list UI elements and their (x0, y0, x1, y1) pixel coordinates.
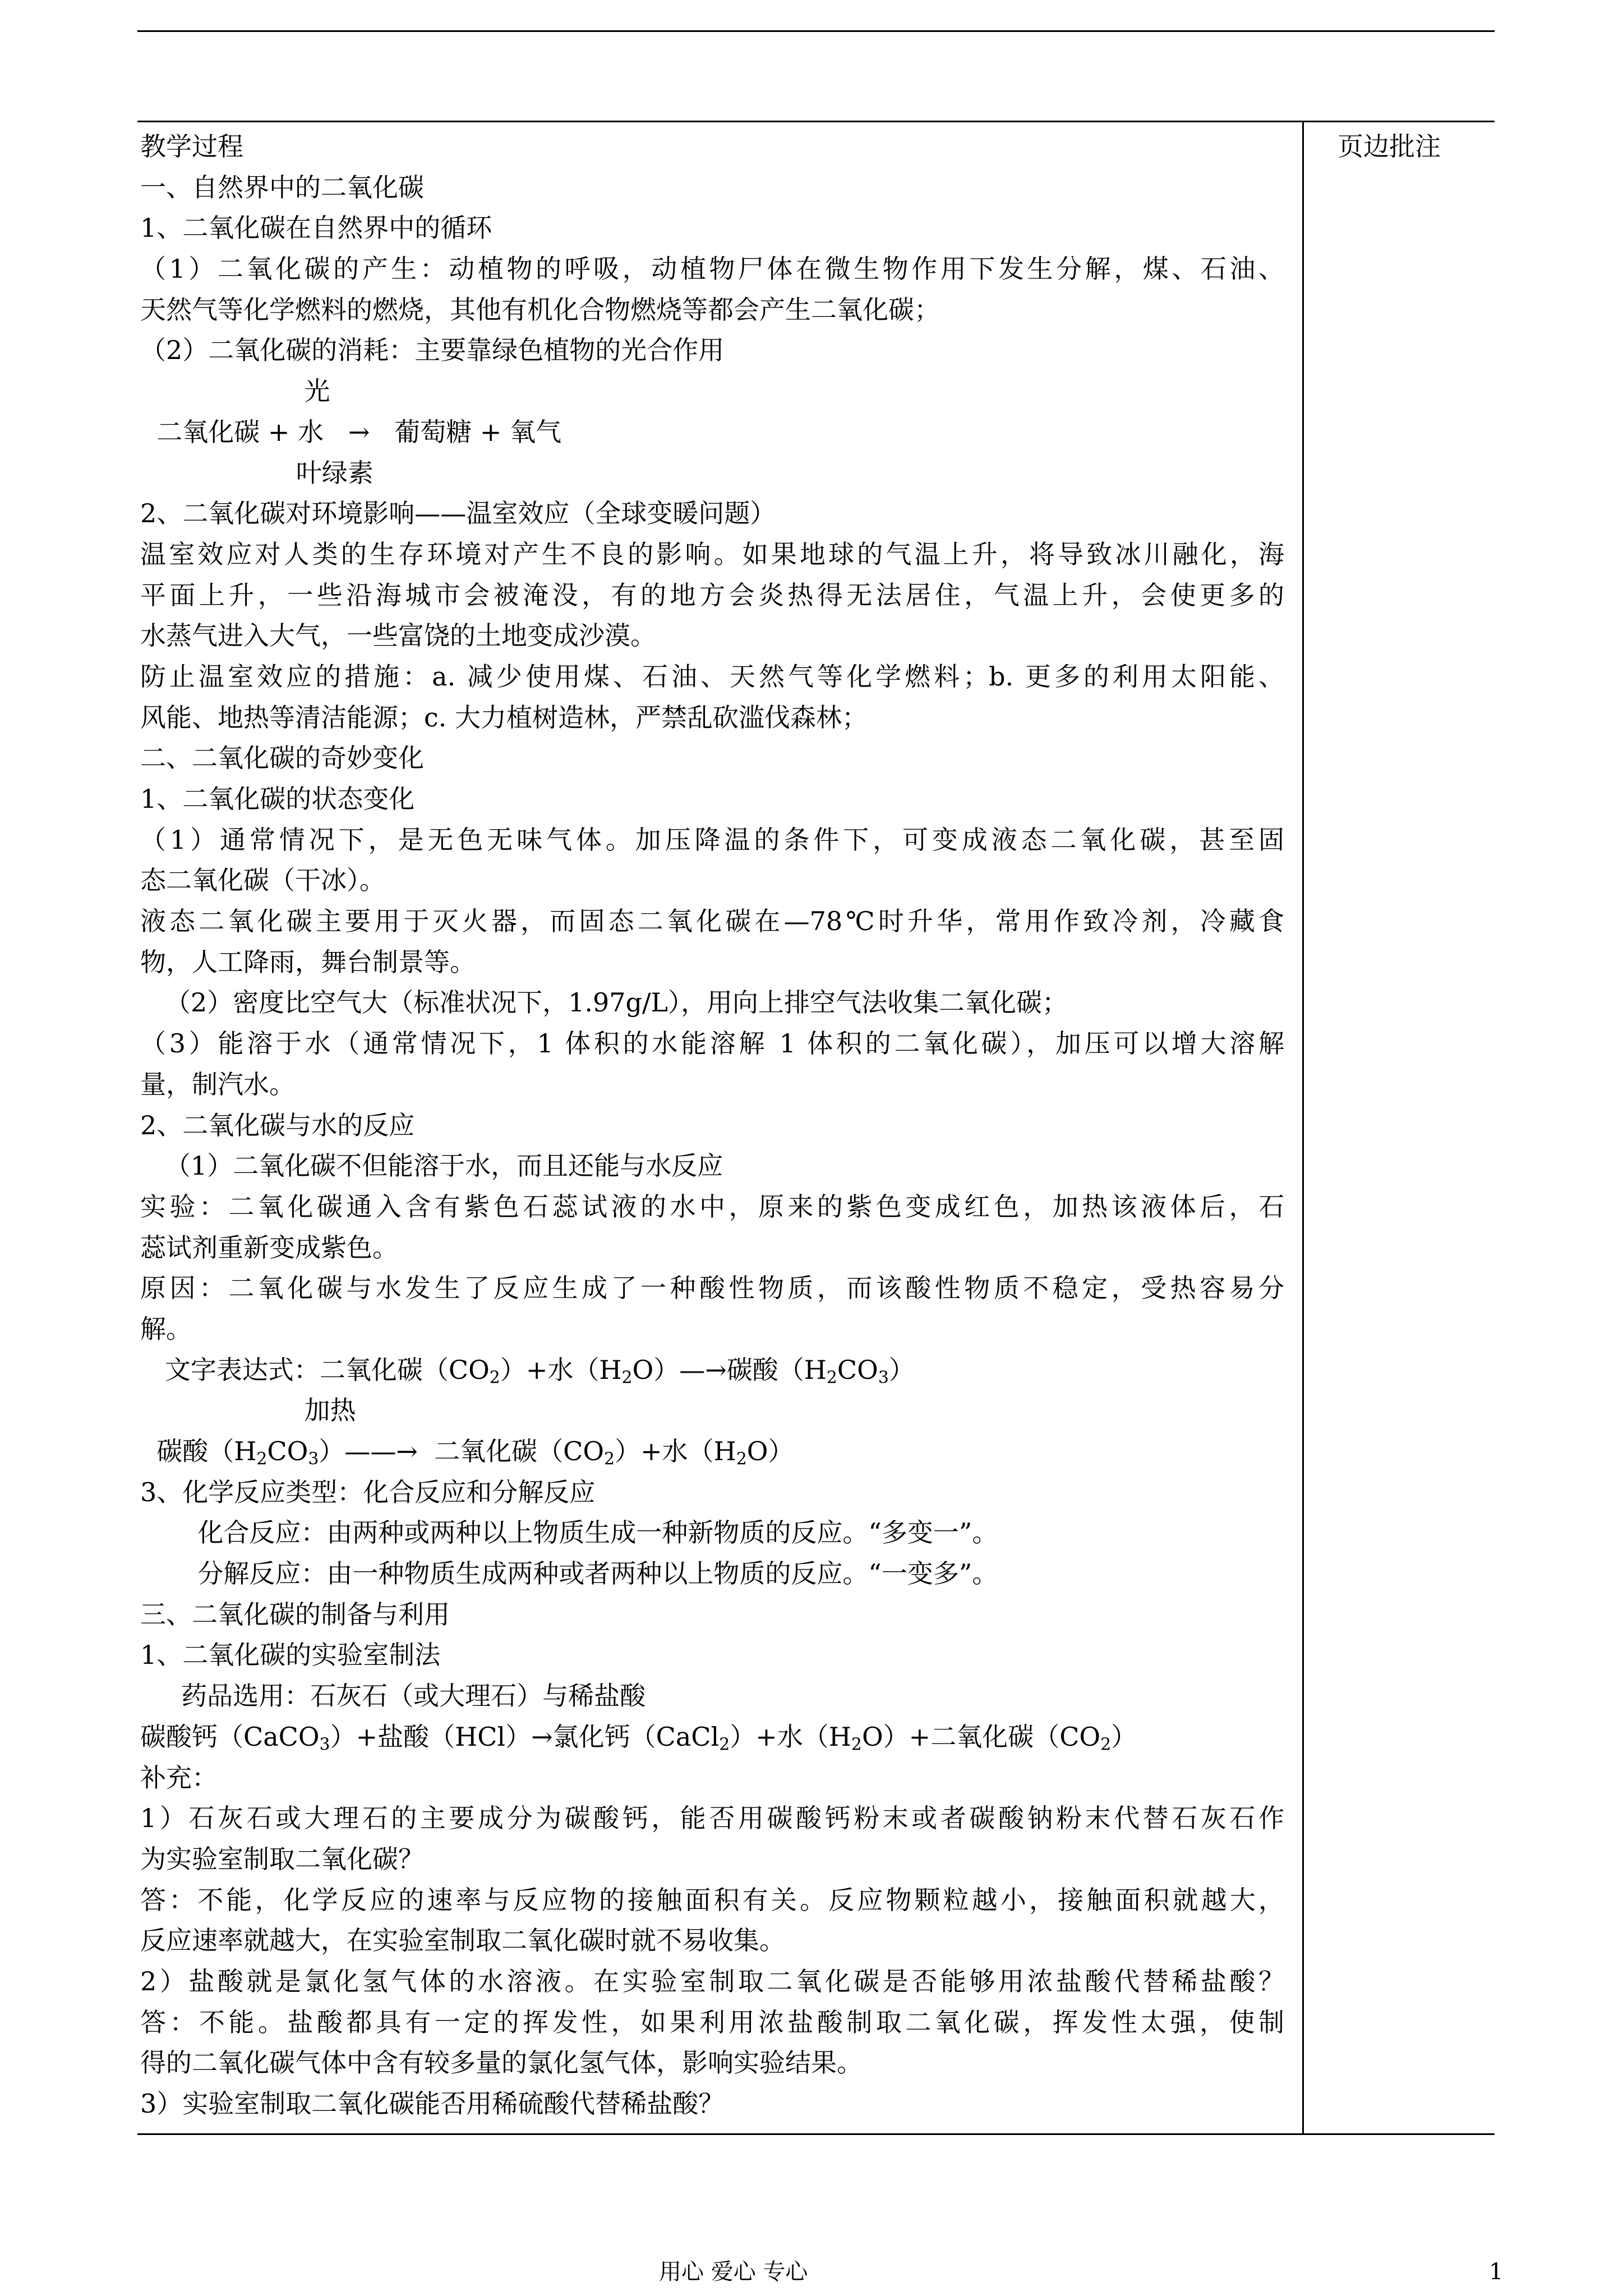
text-span: ）+水（H (500, 1354, 622, 1385)
text-span: 教学过程 (140, 131, 243, 162)
text-span: ）+水（H (730, 1721, 851, 1752)
text-line (140, 575, 1284, 616)
text-line (140, 1105, 1284, 1146)
subscript: 2 (621, 1368, 633, 1388)
subscript: 3 (308, 1449, 319, 1469)
text-line (140, 982, 1284, 1023)
text-span: 加热 (140, 1395, 356, 1426)
text-line (140, 1880, 1284, 1921)
subscript: 2 (604, 1449, 615, 1469)
text-line (140, 738, 1284, 779)
text-line (140, 1920, 1284, 1961)
text-line (140, 208, 1284, 249)
text-line (140, 167, 1284, 208)
text-line (140, 1961, 1284, 2002)
text-span: 得的二氧化碳气体中含有较多量的氯化氢气体，影响实验结果。 (140, 2047, 863, 2078)
text-span: 态二氧化碳（干冰）。 (140, 865, 385, 896)
text-span: ）+水（H (615, 1436, 736, 1466)
text-span: 碳酸（H (140, 1436, 257, 1466)
text-span: （2）二氧化碳的消耗：主要靠绿色植物的光合作用 (140, 335, 725, 366)
text-span: 二氧化碳 + 水 → 葡萄糖 + 氧气 (140, 416, 562, 447)
text-line (140, 1268, 1284, 1309)
text-line (140, 1553, 1284, 1594)
text-span: 3）实验室制取二氧化碳能否用稀硫酸代替稀盐酸？ (140, 2088, 725, 2119)
table-bottom-border (137, 2133, 1495, 2135)
text-span: 温室效应对人类的生存环境对产生不良的影响。如果地球的气温上升，将导致冰川融化，海 (140, 539, 1284, 569)
text-span: 文字表达式：二氧化碳（CO (140, 1354, 490, 1385)
subscript: 2 (489, 1368, 500, 1388)
text-line (140, 615, 1284, 656)
text-span: 药品选用：石灰石（或大理石）与稀盐酸 (140, 1681, 646, 1711)
text-line (140, 901, 1284, 942)
text-span: 1、二氧化碳在自然界中的循环 (140, 213, 492, 243)
text-span: 反应速率就越大，在实验室制取二氧化碳时就不易收集。 (140, 1925, 785, 1956)
text-span: 平面上升，一些沿海城市会被淹没，有的地方会炎热得无法居住，气温上升，会使更多的 (140, 579, 1284, 610)
text-span: 1、二氧化碳的状态变化 (140, 784, 415, 814)
text-span: 物，人工降雨，舞台制景等。 (140, 946, 476, 977)
text-span: O）—→碳酸（H (632, 1354, 827, 1385)
text-line (140, 1390, 1284, 1431)
text-span: 分解反应：由一种物质生成两种或者两种以上物质的反应。“一变多”。 (140, 1558, 998, 1589)
text-span: 天然气等化学燃料的燃烧，其他有机化合物燃烧等都会产生二氧化碳； (140, 294, 940, 325)
text-line (140, 2002, 1284, 2043)
text-span: （3）能溶于水（通常情况下，1 体积的水能溶解 1 体积的二氧化碳），加压可以增大溶解 (140, 1028, 1284, 1059)
header-rule (137, 30, 1495, 32)
text-line (140, 1431, 1284, 1472)
text-span: 防止温室效应的措施：a. 减少使用煤、石油、天然气等化学燃料；b. 更多的利用太阳能、 (140, 661, 1284, 692)
text-line (140, 1717, 1284, 1757)
text-span: （1）二氧化碳的产生：动植物的呼吸，动植物尸体在微生物作用下发生分解，煤、石油、 (140, 254, 1284, 284)
footer-motto: 用心 爱心 专心 (659, 2259, 808, 2285)
teaching-process-column (140, 126, 1284, 2124)
text-span: 叶绿素 (140, 457, 374, 488)
text-line (140, 1227, 1284, 1268)
text-line (140, 249, 1284, 289)
text-span: 解。 (140, 1313, 192, 1344)
subscript: 3 (319, 1734, 330, 1755)
text-line (140, 1512, 1284, 1553)
text-span: 光 (140, 376, 330, 407)
text-span: （2）密度比空气大（标准状况下，1.97g/L），用向上排空气法收集二氧化碳； (140, 987, 1068, 1018)
text-span: CO (837, 1354, 878, 1385)
text-line (140, 1635, 1284, 1676)
text-span: 2）盐酸就是氯化氢气体的水溶液。在实验室制取二氧化碳是否能够用浓盐酸代替稀盐酸？ (140, 1966, 1284, 1996)
text-line (140, 1472, 1284, 1513)
text-span: 2、二氧化碳与水的反应 (140, 1110, 415, 1140)
text-line (140, 289, 1284, 330)
text-line (140, 1839, 1284, 1880)
text-span: 补充： (140, 1762, 218, 1793)
text-span: 碳酸钙（CaCO (140, 1721, 320, 1752)
text-span: ） (1111, 1721, 1137, 1752)
text-line (140, 412, 1284, 453)
text-span: O） (746, 1436, 794, 1466)
subscript: 3 (878, 1368, 889, 1388)
text-line (140, 656, 1284, 697)
margin-notes-heading: 页边批注 (1338, 131, 1441, 162)
text-span: 化合反应：由两种或两种以上物质生成一种新物质的反应。“多变一”。 (140, 1517, 998, 1548)
text-span: 原因：二氧化碳与水发生了反应生成了一种酸性物质，而该酸性物质不稳定，受热容易分 (140, 1273, 1284, 1304)
text-line (140, 697, 1284, 738)
text-span: 一、自然界中的二氧化碳 (140, 172, 424, 203)
subscript: 2 (256, 1449, 268, 1469)
text-line (140, 493, 1284, 534)
text-line (140, 820, 1284, 861)
text-span: 1）石灰石或大理石的主要成分为碳酸钙，能否用碳酸钙粉末或者碳酸钠粉末代替石灰石作 (140, 1803, 1284, 1834)
text-line (140, 2042, 1284, 2083)
text-span: 3、化学反应类型：化合反应和分解反应 (140, 1476, 596, 1507)
text-span: ）——→ 二氧化碳（CO (319, 1436, 605, 1466)
text-line (140, 1145, 1284, 1186)
subscript: 2 (736, 1449, 747, 1469)
text-line (140, 330, 1284, 371)
subscript: 2 (851, 1734, 862, 1755)
text-span: ）+盐酸（HCl）→氯化钙（CaCl (330, 1721, 720, 1752)
text-line (140, 534, 1284, 575)
text-line (140, 779, 1284, 820)
text-line (140, 2083, 1284, 2124)
text-line (140, 1594, 1284, 1635)
text-span: 1、二氧化碳的实验室制法 (140, 1640, 441, 1671)
text-line (140, 1309, 1284, 1350)
text-line (140, 1064, 1284, 1105)
text-line (140, 1798, 1284, 1839)
table-top-border (137, 121, 1495, 122)
text-line (140, 860, 1284, 901)
text-span: （1）通常情况下，是无色无味气体。加压降温的条件下，可变成液态二氧化碳，甚至固 (140, 824, 1284, 855)
text-span: 实验：二氧化碳通入含有紫色石蕊试液的水中，原来的紫色变成红色，加热该液体后，石 (140, 1191, 1284, 1222)
table-column-divider (1302, 121, 1304, 2135)
text-span: 二、二氧化碳的奇妙变化 (140, 743, 424, 774)
text-line (140, 1757, 1284, 1798)
text-span: 答：不能，化学反应的速率与反应物的接触面积有关。反应物颗粒越小，接触面积就越大， (140, 1884, 1284, 1915)
text-span: 答：不能。盐酸都具有一定的挥发性，如果利用浓盐酸制取二氧化碳，挥发性太强，使制 (140, 2007, 1284, 2037)
text-line (140, 1676, 1284, 1717)
text-span: 风能、地热等清洁能源；c. 大力植树造林，严禁乱砍滥伐森林； (140, 702, 868, 733)
text-span: 量，制汽水。 (140, 1069, 295, 1099)
text-line (140, 1350, 1284, 1391)
text-span: 水蒸气进入大气，一些富饶的土地变成沙漠。 (140, 620, 656, 651)
page-number: 1 (1489, 2259, 1504, 2285)
text-line (140, 371, 1284, 412)
text-span: O）+二氧化碳（CO (861, 1721, 1101, 1752)
text-span: 蕊试剂重新变成紫色。 (140, 1232, 398, 1263)
text-line (140, 126, 1284, 167)
subscript: 2 (719, 1734, 730, 1755)
text-line (140, 942, 1284, 983)
text-line (140, 1186, 1284, 1227)
text-span: 液态二氧化碳主要用于灭火器，而固态二氧化碳在—78℃时升华，常用作致冷剂，冷藏食 (140, 906, 1284, 937)
text-line (140, 1023, 1284, 1064)
text-span: 三、二氧化碳的制备与利用 (140, 1599, 450, 1630)
text-span: 为实验室制取二氧化碳？ (140, 1843, 424, 1874)
subscript: 2 (1100, 1734, 1112, 1755)
text-span: CO (267, 1436, 308, 1466)
text-span: ） (888, 1354, 915, 1385)
text-span: 2、二氧化碳对环境影响——温室效应（全球变暖问题） (140, 498, 776, 529)
text-span: （1）二氧化碳不但能溶于水，而且还能与水反应 (140, 1151, 723, 1181)
text-line (140, 453, 1284, 494)
subscript: 2 (826, 1368, 837, 1388)
